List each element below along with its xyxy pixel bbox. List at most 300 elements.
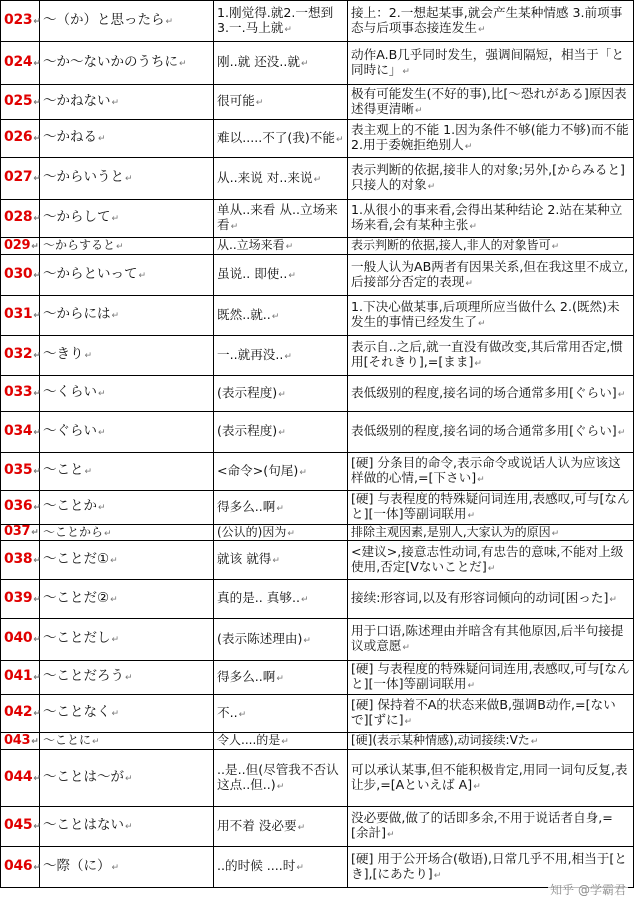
paragraph-mark-icon: ↵ — [31, 736, 39, 747]
paragraph-mark-icon: ↵ — [402, 643, 410, 653]
meaning-cell — [214, 695, 348, 733]
meaning-cell-text: ..的时候 ....时 — [217, 858, 296, 873]
grammar-pattern — [40, 733, 214, 750]
table-row — [1, 85, 634, 120]
paragraph-mark-icon: ↵ — [477, 475, 485, 485]
grammar-pattern — [40, 491, 214, 525]
paragraph-mark-icon: ↵ — [84, 351, 93, 361]
meaning-cell — [214, 85, 348, 120]
grammar-pattern — [40, 255, 214, 296]
meaning-cell — [214, 120, 348, 158]
paragraph-mark-icon: ↵ — [125, 174, 133, 184]
paragraph-mark-icon: ↵ — [84, 467, 93, 477]
paragraph-mark-icon: ↵ — [474, 359, 482, 369]
row-number — [1, 296, 40, 336]
paragraph-mark-icon: ↵ — [617, 428, 626, 438]
meaning-cell — [214, 619, 348, 661]
paragraph-mark-icon: ↵ — [297, 822, 306, 833]
paragraph-mark-icon: ↵ — [98, 427, 106, 438]
row-number — [1, 158, 40, 200]
paragraph-mark-icon: ↵ — [465, 278, 473, 289]
table-row — [1, 336, 634, 376]
paragraph-mark-icon: ↵ — [33, 311, 41, 321]
meaning-cell-text: 很可能 — [217, 93, 255, 108]
paragraph-mark-icon: ↵ — [617, 389, 626, 400]
grammar-pattern-text: ～ことから — [43, 524, 104, 539]
usage-note — [348, 42, 634, 85]
usage-note — [348, 1, 634, 42]
usage-note-text: 表低级别的程度,接名词的场合通常多用[ぐらい] — [351, 384, 617, 400]
paragraph-mark-icon: ↵ — [33, 673, 41, 683]
paragraph-mark-icon: ↵ — [33, 635, 41, 645]
meaning-cell — [214, 580, 348, 619]
grammar-pattern-text: ～ことに — [43, 733, 92, 747]
meaning-cell — [214, 453, 348, 491]
usage-note — [348, 296, 634, 336]
usage-note-text: 接续:形容词,以及有形容词倾向的动词[困った] — [351, 590, 609, 605]
grammar-pattern-text: ～（か）と思ったら — [43, 11, 165, 28]
paragraph-mark-icon: ↵ — [238, 709, 247, 720]
meaning-cell — [214, 200, 348, 238]
paragraph-mark-icon: ↵ — [230, 222, 239, 232]
grammar-pattern — [40, 336, 214, 376]
paragraph-mark-icon: ↵ — [31, 241, 39, 252]
grammar-pattern-text: ～きり — [43, 346, 84, 362]
paragraph-mark-icon: ↵ — [33, 594, 41, 605]
usage-note-text: 动作A.B几乎同时发生，强调间隔短，相当于「と同時に」 — [351, 46, 624, 77]
paragraph-mark-icon: ↵ — [33, 862, 41, 873]
grammar-pattern — [40, 412, 214, 453]
grammar-pattern — [40, 85, 214, 120]
usage-note-text: <建议>,接意志性动词,有忠告的意味,不能对上级使用,否定[Vないことだ] — [351, 543, 624, 574]
row-number — [1, 807, 40, 847]
table-row — [1, 619, 634, 661]
row-number-text: 044 — [4, 768, 33, 785]
usage-note-text: 排除主观因素,是别人,大家认为的原因 — [351, 524, 551, 539]
paragraph-mark-icon: ↵ — [281, 737, 289, 747]
grammar-pattern — [40, 525, 214, 541]
meaning-cell — [214, 807, 348, 847]
paragraph-mark-icon: ↵ — [111, 97, 120, 108]
meaning-cell-text: 虽说.. 即使.. — [217, 266, 288, 281]
paragraph-mark-icon: ↵ — [111, 862, 120, 873]
grammar-pattern-text: ～からいうと — [43, 169, 124, 185]
usage-note — [348, 807, 634, 847]
paragraph-mark-icon: ↵ — [104, 528, 112, 539]
paragraph-mark-icon: ↵ — [33, 709, 41, 719]
paragraph-mark-icon: ↵ — [287, 528, 295, 539]
paragraph-mark-icon: ↵ — [98, 134, 106, 144]
row-number — [1, 491, 40, 525]
row-number — [1, 238, 40, 255]
usage-note — [348, 85, 634, 120]
paragraph-mark-icon: ↵ — [33, 427, 41, 438]
table-row — [1, 1, 634, 42]
paragraph-mark-icon: ↵ — [284, 24, 292, 35]
meaning-cell — [214, 847, 348, 888]
meaning-cell — [214, 238, 348, 255]
usage-note — [348, 750, 634, 807]
table-row — [1, 847, 634, 888]
grammar-pattern-text: ～かねる — [43, 129, 97, 145]
paragraph-mark-icon: ↵ — [165, 16, 174, 27]
paragraph-mark-icon: ↵ — [33, 503, 41, 513]
table-row — [1, 255, 634, 296]
table-row — [1, 525, 634, 541]
meaning-cell-text: 1.刚觉得.就2.一想到3.一.马上就 — [217, 4, 334, 35]
meaning-cell-text: 一..就再没.. — [217, 346, 284, 362]
row-number — [1, 200, 40, 238]
paragraph-mark-icon: ↵ — [110, 555, 118, 566]
paragraph-mark-icon: ↵ — [116, 242, 124, 252]
paragraph-mark-icon: ↵ — [111, 214, 120, 224]
meaning-cell — [214, 491, 348, 525]
grammar-pattern-text: ～ことだし — [43, 630, 111, 646]
row-number-text: 037 — [4, 524, 31, 539]
meaning-cell-text: 单从..来看 从..立场来看 — [217, 202, 338, 232]
usage-note — [348, 158, 634, 200]
paragraph-mark-icon: ↵ — [467, 681, 476, 691]
usage-note — [348, 412, 634, 453]
grammar-pattern — [40, 807, 214, 847]
meaning-cell — [214, 750, 348, 807]
paragraph-mark-icon: ↵ — [111, 635, 120, 645]
usage-note-text: 1.从很小的事来看,会得出某种结论 2.站在某种立场来看,会有某种主张 — [351, 202, 623, 232]
grammar-pattern-text: ～ことだ① — [43, 550, 110, 567]
row-number-text: 036 — [4, 498, 33, 514]
row-number-text: 032 — [4, 346, 33, 362]
usage-note — [348, 619, 634, 661]
paragraph-mark-icon: ↵ — [255, 98, 264, 108]
table-row — [1, 376, 634, 412]
grammar-pattern — [40, 296, 214, 336]
paragraph-mark-icon: ↵ — [33, 467, 41, 477]
row-number — [1, 580, 40, 619]
row-number — [1, 412, 40, 453]
paragraph-mark-icon: ↵ — [125, 673, 133, 683]
paragraph-mark-icon: ↵ — [404, 717, 413, 727]
usage-note — [348, 541, 634, 580]
paragraph-mark-icon: ↵ — [33, 97, 41, 108]
grammar-pattern — [40, 695, 214, 733]
grammar-pattern-text: ～ことか — [43, 498, 97, 514]
table-row — [1, 661, 634, 695]
meaning-cell-text: 用不着 没必要 — [217, 817, 297, 833]
usage-note-text: 一般人认为AB两者有因果关系,但在我这里不成立,后接部分否定的表现 — [351, 258, 629, 289]
grammar-pattern-text: ～ことだ② — [43, 589, 110, 606]
row-number-text: 043 — [4, 732, 31, 748]
paragraph-mark-icon: ↵ — [284, 351, 292, 362]
row-number-text: 023 — [4, 11, 33, 28]
paragraph-mark-icon: ↵ — [278, 389, 286, 400]
meaning-cell-text: 从..来说 对..来说 — [217, 169, 313, 185]
row-number-text: 039 — [4, 589, 33, 606]
row-number-text: 029 — [4, 237, 31, 253]
paragraph-mark-icon: ↵ — [433, 870, 442, 881]
row-number — [1, 376, 40, 412]
paragraph-mark-icon: ↵ — [98, 503, 106, 513]
usage-note-text: 用于口语,陈述理由并暗含有其他原因,后半句接提议或意愿 — [351, 623, 624, 653]
meaning-cell — [214, 541, 348, 580]
paragraph-mark-icon: ↵ — [278, 428, 286, 438]
grammar-pattern-text: ～ことはない — [43, 817, 124, 833]
paragraph-mark-icon: ↵ — [414, 105, 423, 116]
usage-note — [348, 238, 634, 255]
paragraph-mark-icon: ↵ — [33, 58, 41, 69]
usage-note — [348, 491, 634, 525]
meaning-cell — [214, 525, 348, 541]
row-number-text: 038 — [4, 550, 33, 567]
grammar-pattern-text: ～からといって — [43, 265, 138, 282]
paragraph-mark-icon: ↵ — [31, 528, 39, 538]
paragraph-mark-icon: ↵ — [125, 822, 133, 832]
paragraph-mark-icon: ↵ — [387, 830, 395, 840]
grammar-pattern — [40, 42, 214, 85]
grammar-pattern — [40, 376, 214, 412]
grammar-pattern — [40, 750, 214, 807]
paragraph-mark-icon: ↵ — [336, 134, 344, 145]
row-number-text: 024 — [4, 53, 33, 70]
paragraph-mark-icon: ↵ — [285, 242, 294, 252]
usage-note-text: 表主观上的不能 1.因为条件不够(能力不够)而不能 2.用于委婉拒绝别人 — [351, 122, 629, 152]
row-number — [1, 85, 40, 120]
paragraph-mark-icon: ↵ — [33, 134, 41, 144]
table-row — [1, 580, 634, 619]
meaning-cell-text: (公认的)因为 — [217, 524, 287, 539]
table-row — [1, 695, 634, 733]
usage-note-text: [硬](表示某种情感),动词接续:Vた — [351, 733, 530, 747]
grammar-pattern — [40, 238, 214, 255]
usage-note-text: 极有可能发生(不好的事),比[～恐れがある]原因表述得更清晰 — [351, 85, 627, 116]
usage-note — [348, 525, 634, 541]
paragraph-mark-icon: ↵ — [477, 24, 486, 35]
grammar-pattern — [40, 580, 214, 619]
meaning-cell — [214, 1, 348, 42]
paragraph-mark-icon: ↵ — [33, 555, 41, 566]
usage-note — [348, 200, 634, 238]
row-number — [1, 42, 40, 85]
paragraph-mark-icon: ↵ — [272, 556, 280, 566]
grammar-pattern-text: ～からすると — [43, 238, 116, 252]
usage-note-text: 1.下决心做某事,后项理所应当做什么 2.(既然)未发生的事情已经发生了 — [351, 299, 620, 329]
paragraph-mark-icon: ↵ — [33, 351, 41, 361]
watermark: 知乎 @学霸君 — [550, 883, 626, 897]
meaning-cell-text: 得多么..啊 — [217, 668, 276, 684]
paragraph-mark-icon: ↵ — [138, 270, 147, 281]
grammar-pattern — [40, 661, 214, 695]
paragraph-mark-icon: ↵ — [98, 389, 106, 399]
paragraph-mark-icon: ↵ — [299, 467, 307, 478]
row-number — [1, 695, 40, 733]
row-number — [1, 453, 40, 491]
paragraph-mark-icon: ↵ — [110, 594, 118, 605]
grammar-pattern-text: ～こと — [43, 462, 84, 478]
usage-note-text: 可以承认某事,但不能积极肯定,用同一词句反复,表让步,=[Aといえば A] — [351, 761, 628, 792]
paragraph-mark-icon: ↵ — [276, 673, 284, 684]
row-number-text: 028 — [4, 209, 33, 225]
row-number-text: 041 — [4, 668, 33, 684]
meaning-cell-text: 得多么..啊 — [217, 498, 276, 514]
paragraph-mark-icon: ↵ — [469, 222, 477, 232]
grammar-pattern — [40, 158, 214, 200]
grammar-pattern-text: ～からには — [43, 306, 111, 322]
paragraph-mark-icon: ↵ — [288, 271, 296, 281]
grammar-pattern — [40, 619, 214, 661]
paragraph-mark-icon: ↵ — [111, 311, 120, 321]
paragraph-mark-icon: ↵ — [33, 16, 41, 27]
grammar-pattern-text: ～からして — [43, 209, 111, 225]
usage-note — [348, 255, 634, 296]
table-row — [1, 120, 634, 158]
usage-note-text: 表示自..之后,就一直没有做改变,其后常用否定,惯用[それきり],=[まま] — [351, 339, 623, 369]
usage-note — [348, 733, 634, 750]
usage-note — [348, 120, 634, 158]
row-number-text: 026 — [4, 129, 33, 145]
table-row — [1, 453, 634, 491]
paragraph-mark-icon: ↵ — [487, 563, 496, 574]
grammar-pattern — [40, 1, 214, 42]
grammar-table-body — [1, 1, 634, 888]
meaning-cell — [214, 733, 348, 750]
row-number — [1, 750, 40, 807]
paragraph-mark-icon: ↵ — [551, 242, 560, 252]
table-row — [1, 296, 634, 336]
grammar-pattern-text: ～か～ないかのうちに — [43, 53, 178, 70]
paragraph-mark-icon: ↵ — [276, 781, 285, 792]
row-number — [1, 120, 40, 158]
paragraph-mark-icon: ↵ — [296, 863, 304, 873]
paragraph-mark-icon: ↵ — [33, 822, 41, 832]
row-number-text: 025 — [4, 92, 33, 109]
usage-note — [348, 376, 634, 412]
row-number-text: 045 — [4, 817, 33, 833]
paragraph-mark-icon: ↵ — [92, 737, 100, 747]
grammar-pattern — [40, 453, 214, 491]
row-number-text: 035 — [4, 462, 33, 478]
table-row — [1, 238, 634, 255]
row-number — [1, 847, 40, 888]
paragraph-mark-icon: ↵ — [530, 737, 539, 747]
paragraph-mark-icon: ↵ — [33, 214, 41, 224]
meaning-cell-text: 真的是.. 真够.. — [217, 590, 300, 605]
meaning-cell-text: 难以.....不了(我)不能 — [217, 129, 335, 145]
usage-note — [348, 661, 634, 695]
table-row — [1, 750, 634, 807]
usage-note-text: [硬] 用于公开场合(敬语),日常几乎不用,相当于[とき],[にあたり] — [351, 850, 627, 881]
meaning-cell — [214, 42, 348, 85]
paragraph-mark-icon: ↵ — [477, 319, 486, 329]
table-row — [1, 491, 634, 525]
row-number-text: 027 — [4, 169, 33, 185]
row-number — [1, 661, 40, 695]
grammar-pattern-text: ～くらい — [43, 384, 97, 400]
table-row — [1, 541, 634, 580]
grammar-pattern-text: ～ことだろう — [43, 668, 124, 684]
meaning-cell-text: <命令>(句尾) — [217, 462, 299, 478]
paragraph-mark-icon: ↵ — [427, 182, 436, 192]
paragraph-mark-icon: ↵ — [609, 595, 617, 605]
table-row — [1, 158, 634, 200]
row-number — [1, 733, 40, 750]
table-row — [1, 42, 634, 85]
row-number — [1, 255, 40, 296]
grammar-pattern — [40, 200, 214, 238]
meaning-cell-text: 不.. — [217, 704, 238, 720]
meaning-cell-text: 从..立场来看 — [217, 238, 285, 252]
table-row — [1, 807, 634, 847]
row-number-text: 046 — [4, 857, 33, 874]
meaning-cell — [214, 158, 348, 200]
row-number — [1, 1, 40, 42]
meaning-cell-text: (表示陈述理由) — [217, 630, 303, 646]
grammar-pattern-text: ～ぐらい — [43, 422, 97, 439]
paragraph-mark-icon: ↵ — [301, 595, 309, 605]
row-number-text: 040 — [4, 630, 33, 646]
paragraph-mark-icon: ↵ — [313, 174, 322, 185]
row-number — [1, 619, 40, 661]
grammar-pattern — [40, 120, 214, 158]
grammar-pattern — [40, 541, 214, 580]
row-number — [1, 541, 40, 580]
paragraph-mark-icon: ↵ — [271, 311, 280, 322]
usage-note-text: [硬] 与表程度的特殊疑问词连用,表感叹,可与[なんと][一体]等副词联用 — [351, 661, 630, 691]
row-number — [1, 525, 40, 541]
usage-note — [348, 336, 634, 376]
paragraph-mark-icon: ↵ — [125, 773, 133, 784]
paragraph-mark-icon: ↵ — [473, 781, 481, 792]
paragraph-mark-icon: ↵ — [33, 270, 41, 281]
meaning-cell-text: ..是..但(尽管我不否认这点..但..) — [217, 761, 339, 792]
paragraph-mark-icon: ↵ — [467, 511, 476, 521]
usage-note-text: [硬] 保持着不A的状态来做B,强调B动作,=[ないで][ずに] — [351, 697, 616, 727]
row-number-text: 031 — [4, 306, 33, 322]
meaning-cell-text: 就该 就得 — [217, 551, 272, 566]
meaning-cell-text: (表示程度) — [217, 384, 278, 400]
row-number-text: 030 — [4, 265, 33, 282]
paragraph-mark-icon: ↵ — [303, 635, 311, 646]
usage-note-text: 没必要做,做了的话即多余,不用于说话者自身,=[余計] — [351, 810, 613, 840]
meaning-cell — [214, 255, 348, 296]
paragraph-mark-icon: ↵ — [33, 174, 41, 184]
paragraph-mark-icon: ↵ — [551, 528, 560, 539]
meaning-cell-text: (表示程度) — [217, 423, 278, 438]
grammar-pattern-text: ～ことなく — [43, 704, 111, 720]
meaning-cell-text: 令人....的是 — [217, 733, 281, 747]
usage-note-text: 表低级别的程度,接名词的场合通常多用[ぐらい] — [351, 423, 617, 438]
paragraph-mark-icon: ↵ — [301, 59, 309, 69]
meaning-cell — [214, 412, 348, 453]
meaning-cell — [214, 376, 348, 412]
usage-note — [348, 453, 634, 491]
usage-note — [348, 580, 634, 619]
usage-note-text: [硬] 与表程度的特殊疑问词连用,表感叹,可与[なんと][一体]等副词联用 — [351, 491, 630, 521]
grammar-pattern-text: ～際（に） — [43, 857, 111, 874]
paragraph-mark-icon: ↵ — [402, 66, 410, 77]
paragraph-mark-icon: ↵ — [33, 389, 41, 399]
table-row — [1, 733, 634, 750]
grammar-pattern-text: ～ことは～が — [43, 768, 124, 785]
grammar-pattern — [40, 847, 214, 888]
paragraph-mark-icon: ↵ — [33, 773, 41, 784]
row-number-text: 042 — [4, 704, 33, 720]
usage-note-text: [硬] 分条目的命令,表示命令或说话人认为应该这样做的心情,=[下さい] — [351, 455, 621, 485]
paragraph-mark-icon: ↵ — [464, 142, 473, 152]
paragraph-mark-icon: ↵ — [111, 709, 120, 719]
grammar-pattern-text: ～かねない — [43, 92, 111, 109]
meaning-cell-text: 既然..就.. — [217, 306, 271, 322]
meaning-cell — [214, 661, 348, 695]
table-row — [1, 412, 634, 453]
